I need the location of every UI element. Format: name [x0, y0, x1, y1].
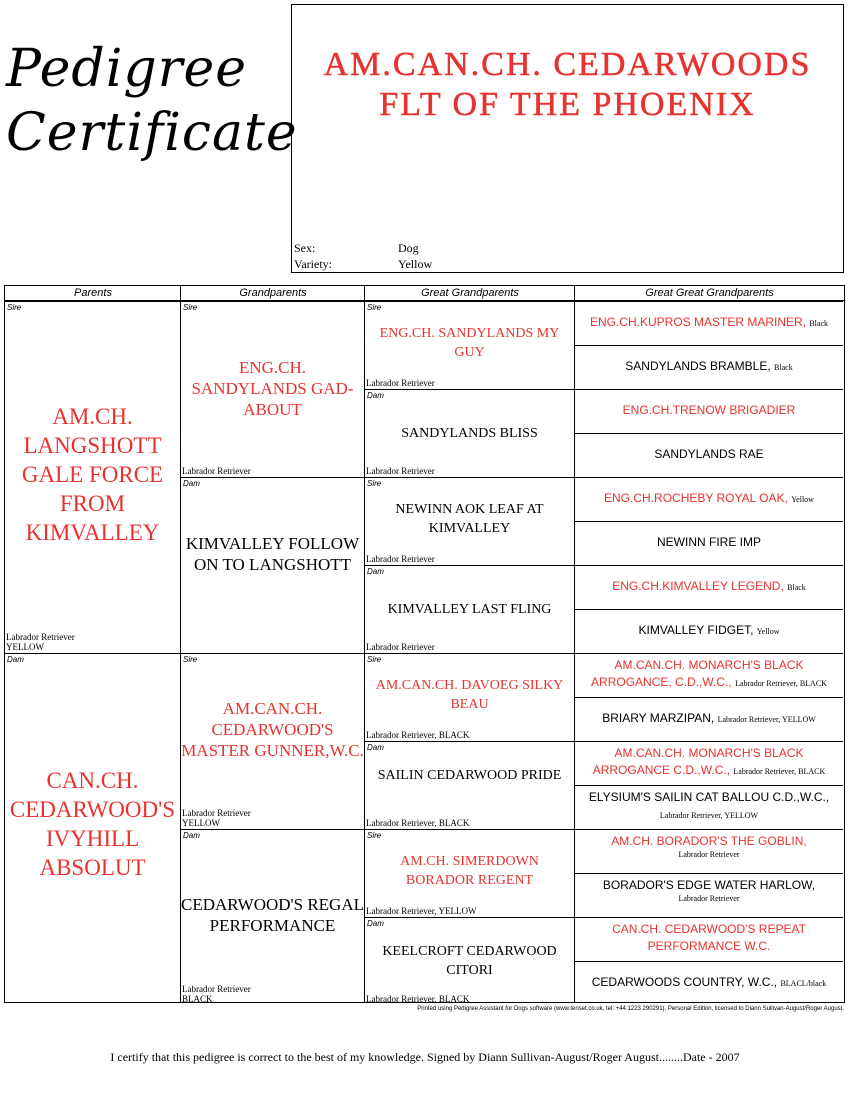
title-line-1: Pedigree [6, 39, 248, 99]
entry-meta [366, 378, 435, 388]
entry-color-suffix: Labrador Retriever [678, 894, 740, 903]
role-label: Dam [7, 655, 24, 664]
entry-name-text: SANDYLANDS BRAMBLE, [625, 359, 771, 373]
entry-name-text: AM.CAN.CH. MONARCH'S BLACK ARROGANCE C.D.,W.C., [592, 746, 804, 777]
entry-color-suffix: Labrador Retriever [678, 850, 740, 859]
grandparent-dam [181, 477, 364, 653]
great-grandparent-sire [365, 301, 574, 389]
entry-name-text: CAN.CH. CEDARWOOD'S REPEAT PERFORMANCE W.C. [612, 922, 806, 953]
great-grandparent-sire [365, 477, 574, 565]
entry-meta [366, 906, 477, 916]
title-line-2: Certificate [6, 103, 298, 163]
meta-line: Labrador Retriever, BLACK [366, 730, 470, 740]
role-label: Sire [7, 303, 22, 312]
certification-statement: I certify that this pedigree is correct to the best of my knowledge. Signed by Diann Sullivan-August/Roger August........Date - 2007 [110, 1050, 740, 1064]
great-grandparent-sire [365, 653, 574, 741]
meta-line: BLACK [182, 994, 213, 1004]
entry-meta [366, 554, 435, 564]
entry-meta [366, 466, 435, 476]
meta-line: Labrador Retriever [6, 632, 75, 642]
entry-name-text: CEDARWOODS COUNTRY, W.C., [591, 975, 778, 989]
grandparent-dam [181, 829, 364, 1005]
parent-dam [5, 653, 180, 1005]
entry-name-text: BORADOR'S EDGE WATER HARLOW, [602, 878, 816, 892]
entry-color-suffix: Black [787, 583, 806, 592]
great-grandparent-sire [365, 829, 574, 917]
entry-color-suffix: Yellow [756, 627, 780, 636]
dog-entry-name [575, 877, 843, 904]
entry-name-text: KIMVALLEY FIDGET, [638, 623, 754, 637]
great-great-grandparent [575, 785, 843, 829]
great-great-grandparent [575, 917, 843, 961]
grandparent-sire [181, 653, 364, 829]
entry-name-text: AM.CH. BORADOR'S THE GOBLIN, [611, 834, 807, 848]
entry-meta [366, 730, 469, 740]
meta-line: Labrador Retriever [366, 466, 435, 476]
entry-color-suffix: Black [809, 319, 829, 328]
great-great-grandparent [575, 653, 843, 697]
entry-name-text: ENG.CH.ROCHEBY ROYAL OAK, [604, 491, 788, 505]
dog-entry-name: AM.CAN.CH. DAVOEG SILKY BEAU [375, 678, 564, 712]
dog-name [292, 45, 843, 125]
meta-line: Labrador Retriever, BLACK [366, 994, 470, 1004]
meta-line: Labrador Retriever [182, 984, 251, 994]
variety-label: Variety: [294, 257, 332, 271]
pedigree-table [4, 285, 845, 1003]
entry-name-text: ENG.CH.KUPROS MASTER MARINER, [589, 315, 806, 329]
great-grandparent-dam [365, 741, 574, 829]
great-great-grandparent [575, 565, 843, 609]
column-header: Grandparents [181, 286, 365, 301]
entry-color-suffix: BLACL/black [780, 979, 827, 988]
entry-meta [182, 466, 251, 476]
parent-sire [5, 301, 180, 653]
sex-value: Dog [398, 241, 419, 255]
great-grandparent-dam [365, 389, 574, 477]
role-label: Sire [183, 303, 198, 312]
dog-name-line-1: AM.CAN.CH. CEDARWOODS [323, 46, 812, 83]
great-great-grandparent [575, 301, 843, 345]
dog-entry-name [575, 789, 843, 824]
great-great-grandparent [575, 829, 843, 873]
dog-entry-name [575, 833, 843, 860]
sex-label: Sex: [294, 241, 316, 255]
grandparent-sire [181, 301, 364, 477]
great-grandparent-dam [365, 565, 574, 653]
great-great-grandparent [575, 961, 843, 1005]
great-great-grandparent [575, 873, 843, 917]
meta-line: Labrador Retriever [182, 808, 251, 818]
dog-entry-name [575, 534, 843, 551]
dog-entry-name: AM.CH. LANGSHOTT GALE FORCE FROM KIMVALLEY [21, 404, 164, 545]
role-label: Sire [367, 303, 382, 312]
dog-entry-name: ENG.CH. SANDYLANDS MY GUY [379, 326, 560, 360]
dog-entry-name [575, 314, 843, 332]
great-great-grandparent [575, 521, 843, 565]
entry-name-text: SANDYLANDS RAE [654, 447, 764, 461]
role-label: Sire [367, 655, 382, 664]
dog-entry-name [575, 402, 843, 419]
dog-entry-name [575, 710, 843, 728]
dog-name-line-2: FLT OF THE PHOENIX [379, 86, 756, 123]
dog-entry-name [575, 578, 843, 596]
great-great-grandparent [575, 477, 843, 521]
role-label: Sire [367, 479, 382, 488]
dog-entry-name [575, 745, 843, 780]
role-label: Dam [183, 831, 200, 840]
entry-name-text: ELYSIUM'S SAILIN CAT BALLOU C.D.,W.C., [588, 790, 830, 804]
dog-entry-name: AM.CAN.CH. CEDARWOOD'S MASTER GUNNER,W.C. [181, 699, 364, 760]
certificate-title [6, 39, 298, 163]
entry-color-suffix: Labrador Retriever, YELLOW [659, 811, 759, 820]
entry-color-suffix: Labrador Retriever, YELLOW [717, 715, 816, 724]
dog-entry-name [575, 657, 843, 692]
great-great-grandparent [575, 345, 843, 389]
meta-line: Labrador Retriever [182, 466, 251, 476]
printed-by-note: Printed using Pedigree Assistant for Dogs software (www.tenset.co.uk, tel: +44 1223 290291). Personal Edition, licensed to Diann Sullivan-August/Roger August. [417, 1006, 844, 1012]
meta-line: Labrador Retriever, BLACK [366, 818, 470, 828]
role-label: Sire [367, 831, 382, 840]
dog-entry-name [575, 358, 843, 376]
entry-meta [366, 642, 435, 652]
great-great-grandparent [575, 609, 843, 653]
entry-name-text: AM.CAN.CH. MONARCH'S BLACK ARROGANCE, C.D.,W.C., [591, 658, 804, 689]
meta-line: Labrador Retriever [366, 554, 435, 564]
dog-entry-name [575, 622, 843, 640]
column-header: Great Grandparents [365, 286, 575, 301]
entry-color-suffix: Labrador Retriever, BLACK [733, 767, 826, 776]
dog-entry-name [575, 974, 843, 992]
role-label: Sire [183, 655, 198, 664]
role-label: Dam [367, 567, 384, 576]
entry-name-text: NEWINN FIRE IMP [657, 535, 761, 549]
dog-entry-name: KEELCROFT CEDARWOOD CITORI [382, 944, 557, 978]
entry-name-text: ENG.CH.KIMVALLEY LEGEND, [612, 579, 784, 593]
entry-meta [6, 632, 75, 652]
entry-meta [366, 818, 469, 828]
meta-line: YELLOW [182, 818, 220, 828]
great-great-grandparent [575, 389, 843, 433]
dog-name-box [291, 4, 844, 273]
entry-meta [182, 808, 251, 828]
dog-entry-name: SANDYLANDS BLISS [401, 426, 538, 441]
role-label: Dam [367, 743, 384, 752]
entry-color-suffix: Labrador Retriever, BLACK [735, 679, 827, 688]
great-great-grandparent [575, 741, 843, 785]
role-label: Dam [183, 479, 200, 488]
dog-entry-name: NEWINN AOK LEAF AT KIMVALLEY [395, 502, 544, 536]
entry-name-text: BRIARY MARZIPAN, [602, 711, 715, 725]
dog-entry-name: KIMVALLEY LAST FLING [387, 602, 552, 617]
dog-entry-name: CAN.CH. CEDARWOOD'S IVYHILL ABSOLUT [9, 768, 176, 880]
dog-entry-name [575, 446, 843, 463]
dog-entry-name: CEDARWOOD'S REGAL PERFORMANCE [181, 895, 364, 935]
dog-entry-name: AM.CH. SIMERDOWN BORADOR REGENT [400, 854, 539, 888]
column-header: Great Great Grandparents [575, 286, 844, 301]
great-great-grandparent [575, 697, 843, 741]
meta-line: YELLOW [6, 642, 44, 652]
entry-color-suffix: Black [774, 363, 793, 372]
meta-line: Labrador Retriever [366, 642, 435, 652]
dog-entry-name [575, 490, 843, 508]
entry-meta [366, 994, 469, 1004]
entry-color-suffix: Yellow [791, 495, 814, 504]
entry-meta [182, 984, 251, 1004]
dog-entry-name [575, 921, 843, 955]
dog-entry-name: SAILIN CEDARWOOD PRIDE [377, 768, 562, 783]
dog-entry-name: KIMVALLEY FOLLOW ON TO LANGSHOTT [185, 534, 360, 574]
role-label: Dam [367, 919, 384, 928]
great-great-grandparent [575, 433, 843, 477]
meta-line: Labrador Retriever [366, 378, 435, 388]
great-grandparent-dam [365, 917, 574, 1005]
column-header: Parents [5, 286, 181, 301]
meta-line: Labrador Retriever, YELLOW [366, 906, 477, 916]
entry-name-text: ENG.CH.TRENOW BRIGADIER [622, 403, 796, 417]
role-label: Dam [367, 391, 384, 400]
variety-value: Yellow [398, 257, 433, 271]
dog-entry-name: ENG.CH. SANDYLANDS GAD-ABOUT [191, 358, 354, 419]
